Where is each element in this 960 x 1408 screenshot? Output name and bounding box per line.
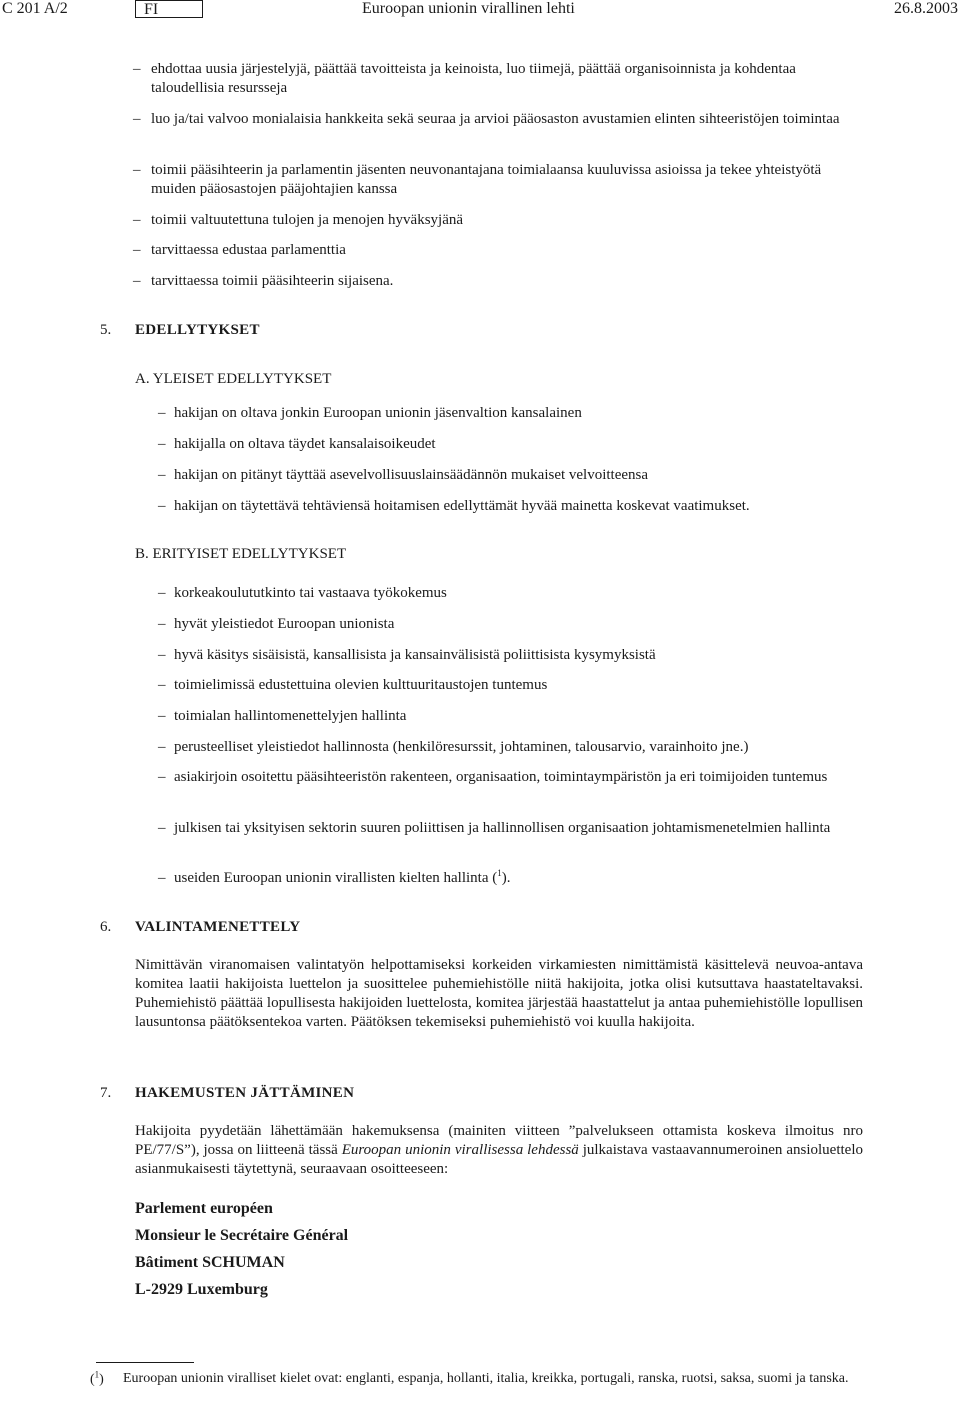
paragraph: Nimittävän viranomaisen valintatyön helpottamiseksi korkeiden virkamiesten nimittämistä käsittelevä neuvoa-antava komitea laatii hakijoista luettelon ja suosittelee puhemiehistölle niitä hakijoita, jotka olisi kutsuttava haastateltavaksi. Puhemiehistö päättää lopullisesta hakijoiden luettelosta, komitea järjestää haastattelut ja antaa puhemiehistölle lopullisen lausuntonsa päätöksentekoa varten. Päätöksen tekemiseksi puhemiehistö voi kuulla hakijoita.	[135, 957, 863, 1030]
footnote-reference[interactable]: 1	[497, 868, 502, 878]
dash-marker: –	[133, 212, 141, 228]
paragraph: Hakijoita pyydetään lähettämään hakemuksensa (mainiten viitteen ”palvelukseen ottamista koskeva ilmoitus nro PE/77/S”), jossa on liitteenä tässä Euroopan unionin virallisessa lehdessä julkaistava vastaavannumeroinen ansioluettelo asianmukaisesti täytettynä, seuraavaan osoitteeseen:	[135, 1123, 863, 1177]
address-line: Monsieur le Secrétaire Général	[135, 1227, 349, 1244]
list-item: – toimii pääsihteerin ja parlamentin jäsenten neuvonantajana toimialaansa kuuluvissa asioissa ja tekee yhteistyötä muiden pääosastojen pääjohtajien kanssa	[133, 162, 822, 197]
list-item: – toimii valtuutettuna tulojen ja menojen hyväksyjänä	[133, 212, 464, 228]
section-title: EDELLYTYKSET	[135, 322, 260, 338]
subsection-title: A. YLEISET EDELLYTYKSET	[135, 371, 332, 387]
list-item: – korkeakoulututkinto tai vastaava työkokemus	[158, 585, 447, 601]
list-item: – hakijan on pitänyt täyttää asevelvollisuuslainsäädännön mukaiset velvoitteensa	[158, 467, 649, 483]
dash-marker: –	[158, 405, 166, 421]
dash-marker: –	[133, 242, 141, 258]
footnote-divider	[96, 1362, 194, 1363]
section-number: 6.	[100, 919, 112, 935]
dash-marker: –	[133, 111, 141, 127]
dash-marker: –	[158, 498, 166, 514]
dash-marker: –	[133, 273, 141, 289]
list-item: – luo ja/tai valvoo monialaisia hankkeita sekä seuraa ja arvioi pääosaston avustamien elinten sihteeristöjen toimintaa	[133, 111, 840, 127]
dash-marker: –	[158, 769, 166, 785]
list-item: – hakijalla on oltava täydet kansalaisoikeudet	[158, 436, 436, 452]
subsection-title: B. ERITYISET EDELLYTYKSET	[135, 546, 347, 562]
list-item: – hyvä käsitys sisäisistä, kansallisista ja kansainvälisistä poliittisista kysymyksistä	[158, 647, 656, 663]
address-line: Bâtiment SCHUMAN	[135, 1254, 285, 1271]
list-item: – tarvittaessa edustaa parlamenttia	[133, 242, 346, 258]
language-code-box: FI	[135, 0, 203, 18]
dash-marker: –	[158, 467, 166, 483]
footnote-marker: ($^1$)	[90, 1369, 104, 1387]
dash-marker: –	[158, 616, 166, 632]
list-item: – hakijan on täytettävä tehtäviensä hoitamisen edellyttämät hyvää mainetta koskevat vaatimukset.	[158, 498, 750, 514]
dash-marker: –	[158, 677, 166, 693]
list-item: – hyvät yleistiedot Euroopan unionista	[158, 616, 395, 632]
list-item: – tarvittaessa toimii pääsihteerin sijaisena.	[133, 273, 394, 289]
list-item: – ehdottaa uusia järjestelyjä, päättää tavoitteista ja keinoista, luo tiimejä, päättää organisoinnista ja kohdentaa taloudellisia resursseja	[133, 61, 796, 96]
dash-marker: –	[158, 708, 166, 724]
list-item: – toimielimissä edustettuina olevien kulttuuritaustojen tuntemus	[158, 677, 548, 693]
dash-marker: –	[133, 162, 141, 178]
dash-marker: –	[158, 870, 166, 886]
dash-marker: –	[158, 739, 166, 755]
journal-title: Euroopan unionin virallinen lehti	[362, 0, 575, 17]
section-title: HAKEMUSTEN JÄTTÄMINEN	[135, 1085, 355, 1101]
address-line: L-2929 Luxemburg	[135, 1281, 268, 1298]
dash-marker: –	[158, 820, 166, 836]
list-item: – hakijan on oltava jonkin Euroopan unionin jäsenvaltion kansalainen	[158, 405, 582, 421]
dash-marker: –	[158, 647, 166, 663]
list-item: – perusteelliset yleistiedot hallinnosta (henkilöresurssit, johtaminen, talousarvio, varainhoito jne.)	[158, 739, 749, 755]
dash-marker: –	[158, 585, 166, 601]
list-item: – toimialan hallintomenettelyjen hallinta	[158, 708, 407, 724]
section-title: VALINTAMENETTELY	[135, 919, 301, 935]
footnote-text: Euroopan unionin viralliset kielet ovat: englanti, espanja, hollanti, italia, kreikka, portugali, ranska, ruotsi, saksa, suomi ja tanska.	[123, 1371, 849, 1386]
list-item: – julkisen tai yksityisen sektorin suuren poliittisen ja hallinnollisen organisaation johtamismenetelmien hallinta	[158, 820, 831, 836]
journal-date: 26.8.2003	[894, 0, 958, 17]
section-number: 5.	[100, 322, 112, 338]
dash-marker: –	[158, 436, 166, 452]
list-item: – useiden Euroopan unionin virallisten kielten hallinta ($^1$).	[158, 868, 511, 886]
dash-marker: –	[133, 61, 141, 77]
list-item: – asiakirjoin osoitettu pääsihteeristön rakenteen, organisaation, toimintaympäristön ja eri toimijoiden tuntemus	[158, 769, 828, 785]
address-line: Parlement européen	[135, 1200, 273, 1217]
section-number: 7.	[100, 1085, 112, 1101]
journal-series: C 201 A/2	[2, 0, 68, 17]
